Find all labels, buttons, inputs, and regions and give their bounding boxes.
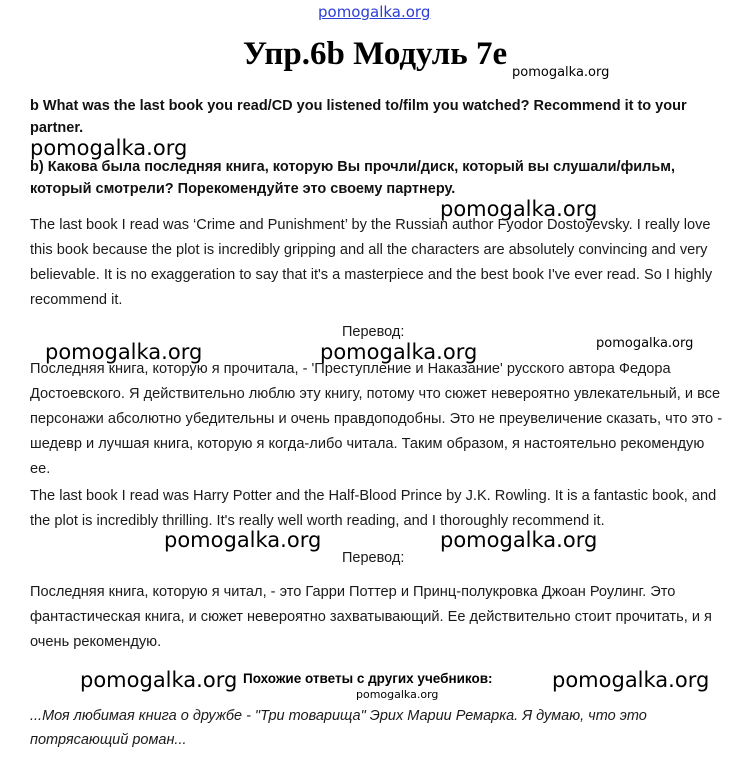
answer-1-english: The last book I read was ‘Crime and Punishment’ by the Russian author Fyodor Dostoyevsky. I really love this book because the plot is incredibly gripping and all the characters are absolutely convincing and very believable. It is no exaggeration to say that it's a masterpiece and the best book I've ever read. So I highly recommend it. [30, 217, 713, 308]
translation-label-1: Перевод: [342, 324, 405, 340]
watermark: pomogalka.org [30, 136, 188, 160]
watermark: pomogalka.org [596, 336, 694, 351]
question-russian: b) Какова была последняя книга, которую Вы прочли/диск, который вы слушали/фильм, который смотрели? Порекомендуйте это своему партнеру. [30, 159, 676, 197]
page-title: Упр.6b Модуль 7e [242, 36, 508, 72]
watermark: pomogalka.org [320, 340, 478, 364]
answer-1-russian: Последняя книга, которую я прочитала, - 'Преступление и Наказание' русского автора Федора Достоевского. Я действительно люблю эту книгу, потому что сюжет невероятно увлекательный, и все персонажи абсолютно убедительны и очень правдоподобны. Это не преувеличение сказать, что это - шедевр и лучшая книга, которую я когда-либо читала. Таким образом, я настоятельно рекомендую ее. [30, 361, 723, 477]
watermark: pomogalka.org [440, 528, 598, 552]
answer-2-russian: Последняя книга, которую я читал, - это Гарри Поттер и Принц-полукровка Джоан Роулинг. Это фантастическая книга, и сюжет невероятно захватывающий. Ее действительно стоит прочитать, и я очень рекомендую. [30, 584, 712, 650]
translation-label-2: Перевод: [342, 550, 405, 566]
watermark: pomogalka.org [45, 340, 203, 364]
top-site-link[interactable]: pomogalka.org [318, 3, 431, 21]
answer-2-english: The last book I read was Harry Potter and the Half-Blood Prince by J.K. Rowling. It is a fantastic book, and the plot is incredibly thrilling. It's really well worth reading, and I thoroughly recommend it. [30, 488, 717, 529]
watermark: pomogalka.org [552, 668, 710, 692]
similar-answers-heading: Похожие ответы с других учебников: [243, 671, 493, 686]
question-english: b What was the last book you read/CD you listened to/film you watched? Recommend it to your partner. [30, 98, 687, 136]
watermark: pomogalka.org [80, 668, 238, 692]
watermark: pomogalka.org [512, 65, 610, 80]
similar-answer-excerpt[interactable]: ...Моя любимая книга о дружбе - "Три товарища" Эрих Марии Ремарка. Я думаю, что это потрясающий роман... [30, 708, 647, 748]
watermark: pomogalka.org [356, 688, 439, 701]
watermark: pomogalka.org [164, 528, 322, 552]
watermark: pomogalka.org [440, 197, 598, 221]
